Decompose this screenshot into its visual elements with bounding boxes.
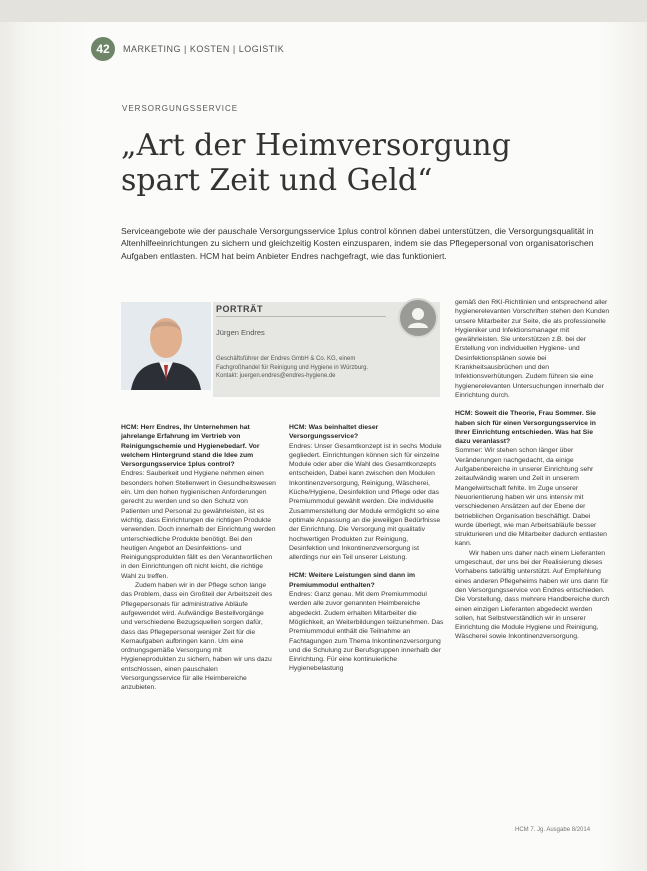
portrait-contact: Kontakt: juergen.endres@endres-hygiene.de [216,373,336,380]
article-lead: Serviceangebote wie der pauschale Versorgungsservice 1plus control können dabei unterstützen, die Versorgungsqualität in Altenhilfeeinrichtungen zu sichern und gleichzeitig Kosten einzusparen, indem sie das Pflegepersonal von organisatorischen Aufgaben entlasten. HCM hat beim Anbieter Endres nachgefragt, wie das funktioniert. [121,226,594,261]
paragraph-gap [289,562,444,571]
interview-answer: Endres: Ganz genau. Mit dem Premiummodul werden alle zuvor genannten Heimbereiche abgedeckt. Zudem erhalten Mitarbeiter die Möglichkeit, an Weiterbildungen teilzunehmen. Das Premiummodul enthält die Teilnahme an Fachtagungen zum Thema Inkontinenzversorgung und die Schulung zur Berufsgruppen innerhalb der Einrichtung. Für eine kontinuierliche Hygienebelastung [289,591,444,673]
interview-question: HCM: Weitere Leistungen sind dann im Premiummodul enthalten? [289,572,416,589]
portrait-bio-line: Geschäftsführer der Endres GmbH & Co. KG, einem [216,356,356,362]
interview-answer: gemäß den RKI-Richtlinien und entsprechend aller hygienerelevanten Vorschriften stehen den Kunden unsere Mitarbeiter zur Seite, die als professionelle Hygieniker und Infektionsmanager mit gewährleisten. Sie unterstützen z.B. bei der Erstellung von individuellen Hygiene- und Desinfektionsplänen sowie bei Krankheitsausbrüchen und den Infektionsverhütungen. Zudem führen sie eine hygienerelevanten Untersuchungen innerhalb der Einrichtung durch. [455,299,610,399]
text-column-2 [289,423,444,674]
interview-answer: Endres: Sauberkeit und Hygiene nehmen einen besonders hohen Stellenwert in Gesundheitswesen ein. Um den hohen hygienischen Anforderungen gerecht zu werden und so den Schutz von Patienten und Personal zu gewährleisten, ist es wichtig, dass Einrichtungen die richtigen Produkte verwenden. Doch innerhalb der Einrichtung werden unterschiedliche Produkte benötigt. Bei den heutigen Angebot an Desinfektions- und Reinigungsprodukten fällt es den Verantwortlichen in den Einrichtungen oft nicht leicht, die richtige Wahl zu treffen. [121,470,276,580]
page-footer: HCM 7. Jg. Ausgabe 8/2014 [515,827,591,833]
person-icon [398,298,438,338]
interview-answer: Wir haben uns daher nach einem Lieferanten umgeschaut, der uns bei der Realisierung dieses Vorhabens tatkräftig unterstützt. Auf Empfehlung eines anderen Pflegeheims haben wir uns dann für den Versorgungsservice von Endres entschieden. Die Vorstellung, dass mehrere Handbereiche durch einen einzigen Lieferanten abgedeckt werden sollen, hat Selbstverständlich wir in unserer Einrichtung die Module Hygiene und Reinigung, Wäscherei sowie Inkontinenzversorgung. [455,549,610,641]
portrait-bio-line: Fachgroßhandel für Reinigung und Hygiene in Würzburg. [216,364,369,371]
page-number-badge: 42 [91,37,115,61]
scan-top-edge [0,0,647,22]
interview-question: HCM: Was beinhaltet dieser Versorgungsservice? [289,424,379,441]
interview-question: HCM: Soweit die Theorie, Frau Sommer. Sie haben sich für einen Versorgungsservice in Ihrer Einrichtung entschieden. Was hat Sie dazu veranlasst? [455,410,596,446]
portrait-name: Jürgen Endres [216,328,265,337]
article-headline [121,128,611,198]
person-photo-icon [121,302,211,390]
interview-answer: Zudem haben wir in der Pflege schon lange das Problem, dass ein Großteil der Arbeitszeit des Pflegepersonals für administrative Abläufe aufgewendet wird. Aufwändige Bestellvorgänge und verschiedene Bezugsquellen sorgen dafür, dass das Pflegepersonal weniger Zeit für die Kernaufgaben aufbringen kann. Um eine ordnungsgemäße Versorgung mit Hygieneprodukten zu sichern, haben wir uns dazu entschlossen, einen pauschalen Versorgungsservice für alle Heimbereiche anzubieten. [121,582,273,692]
text-column-1 [121,423,276,693]
interview-answer: Endres: Unser Gesamtkonzept ist in sechs Module gegliedert. Einrichtungen können sich für einzelne Module oder aber die Wahl des Gesamtkonzepts entscheiden, Dabei kann zwischen den Modulen Inkontinenzversorgung, Reinigung, Wäscherei, Küche/Hygiene, Desinfektion und Pflege oder das Premiummodul gewählt werden. Die individuelle Zusammenstellung der Module ermöglicht so eine optimale Anpassung an die jeweiligen Bedürfnisse der Einrichtung. Die Versorgung mit qualitativ hochwertigen Produkten zur Reinigung, Desinfektion und Inkontinenzversorgung ist allerdings nur ein Teil unserer Leistung. [289,442,442,562]
text-column-3 [455,298,610,642]
portrait-title: PORTRÄT [216,304,263,314]
section-header: MARKETING | KOSTEN | LOGISTIK [123,44,285,54]
article-kicker: VERSORGUNGSSERVICE [122,104,239,113]
interview-answer: Sommer: Wir stehen schon länger über Veränderungen nachgedacht, da einige Aufgabenbereiche in unserer Einrichtung sehr zeitaufwändig waren und Zeit in unserem Mangelwirtschaft fehlte. Im Zuge unserer Neuorientierung haben wir uns intensiv mit verschiedenen Ansätzen auf der Ebene der betrieblichen Organisation beschäftigt. Dabei wurde überlegt, wie man Arbeitsabläufe besser strukturieren und die Mitarbeiter dadurch entlasten kann. [455,447,607,548]
portrait-photo [121,302,211,390]
portrait-divider [216,316,386,317]
headline-line-2: spart Zeit und Geld“ [121,163,433,198]
interview-question: HCM: Herr Endres, Ihr Unternehmen hat jahrelange Erfahrung im Vertrieb von Reinigungschemie und Hygienebedarf. Vor welchem Hintergrund stand die Idee zum Versorgungsservice 1plus control? [121,424,260,469]
headline-line-1: „Art der Heimversorgung [121,128,511,163]
paragraph-gap [455,400,610,409]
portrait-bio [216,355,436,381]
